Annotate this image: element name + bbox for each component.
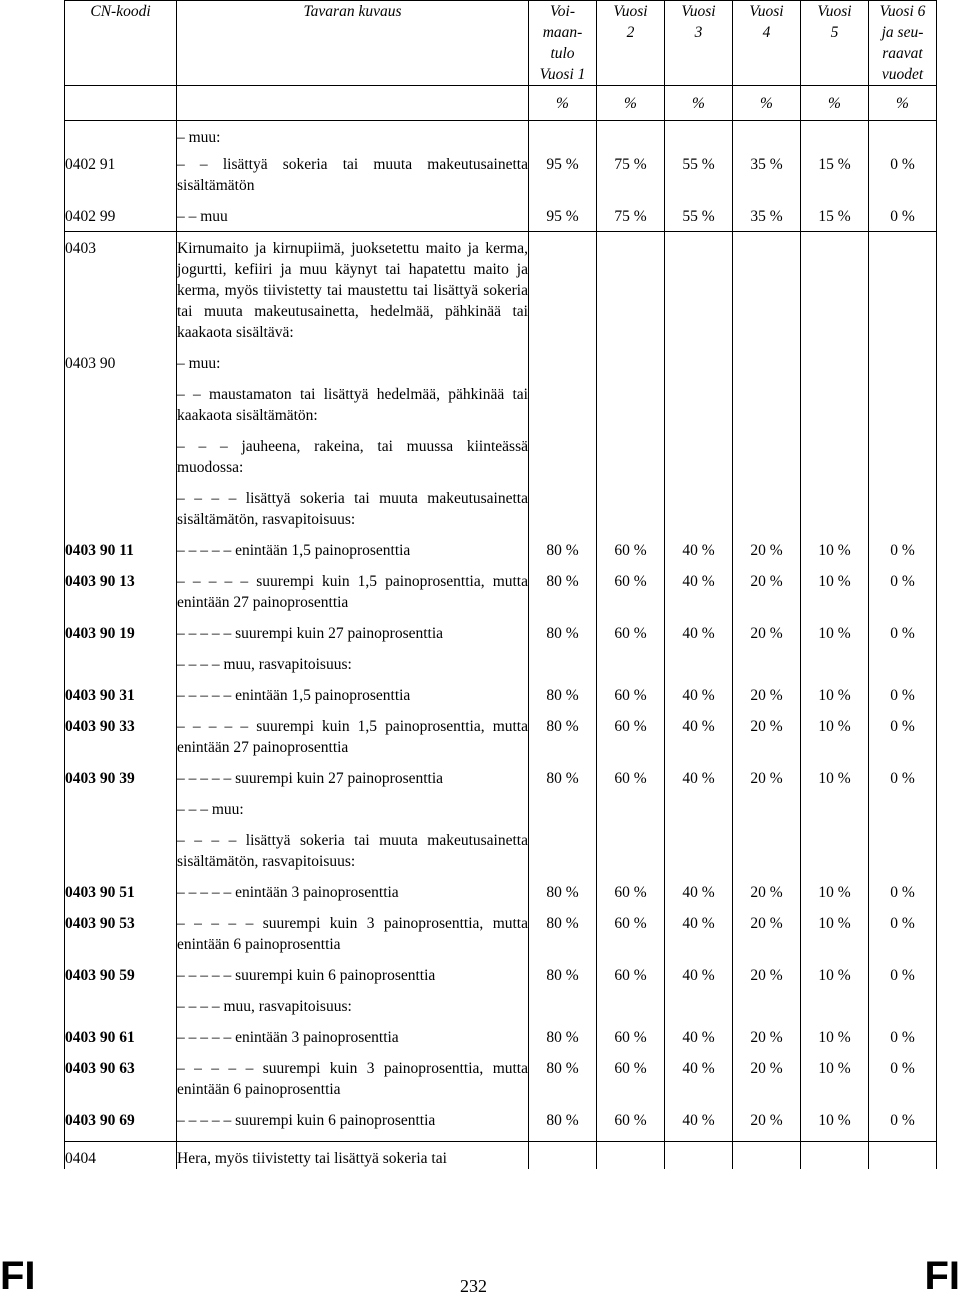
rate-year4-cell bbox=[733, 374, 801, 426]
cn-code-cell: 0402 99 bbox=[65, 200, 177, 232]
unit-cell: % bbox=[665, 86, 733, 121]
rate-year4-cell bbox=[733, 426, 801, 478]
header-year4: Vuosi 4 bbox=[733, 1, 801, 86]
header-year1: Voi-maan-tulo Vuosi 1 bbox=[529, 1, 597, 86]
rate-year6-cell: 0 % bbox=[869, 1048, 937, 1100]
unit-cell: % bbox=[529, 86, 597, 121]
rate-year1-cell bbox=[529, 644, 597, 675]
rate-year3-cell bbox=[665, 478, 733, 530]
rate-year6-cell: 0 % bbox=[869, 148, 937, 200]
rate-year6-cell bbox=[869, 121, 937, 149]
description-cell: Hera, myös tiivistetty tai lisättyä sokeria tai bbox=[177, 1142, 529, 1170]
rate-year6-cell bbox=[869, 820, 937, 872]
rate-year4-cell: 20 % bbox=[733, 613, 801, 644]
description-cell: – – maustamaton tai lisättyä hedelmää, pähkinää tai kaakaota sisältämätön: bbox=[177, 374, 529, 426]
rate-year4-cell: 20 % bbox=[733, 530, 801, 561]
rate-year3-cell: 40 % bbox=[665, 955, 733, 986]
rate-year6-cell bbox=[869, 986, 937, 1017]
rate-year1-cell bbox=[529, 121, 597, 149]
table-row bbox=[65, 232, 937, 344]
description-cell: – – – – – suurempi kuin 6 painoprosenttia bbox=[177, 955, 529, 986]
rate-year4-cell: 35 % bbox=[733, 148, 801, 200]
cn-code-cell: 0403 90 53 bbox=[65, 903, 177, 955]
rate-year4-cell bbox=[733, 644, 801, 675]
rate-year2-cell: 60 % bbox=[597, 1017, 665, 1048]
rate-year3-cell bbox=[665, 232, 733, 344]
language-mark-left: FI bbox=[0, 1254, 36, 1298]
rate-year2-cell: 60 % bbox=[597, 706, 665, 758]
rate-year5-cell bbox=[801, 374, 869, 426]
table-row bbox=[65, 1100, 937, 1142]
rate-year3-cell: 40 % bbox=[665, 1100, 733, 1142]
rate-year6-cell: 0 % bbox=[869, 758, 937, 789]
rate-year1-cell: 80 % bbox=[529, 872, 597, 903]
rate-year1-cell bbox=[529, 232, 597, 344]
unit-row bbox=[65, 86, 937, 121]
table-row bbox=[65, 986, 937, 1017]
rate-year5-cell: 10 % bbox=[801, 706, 869, 758]
rate-year5-cell bbox=[801, 644, 869, 675]
rate-year3-cell: 40 % bbox=[665, 758, 733, 789]
rate-year1-cell bbox=[529, 374, 597, 426]
rate-year2-cell: 60 % bbox=[597, 758, 665, 789]
rate-year2-cell: 60 % bbox=[597, 561, 665, 613]
rate-year5-cell: 10 % bbox=[801, 758, 869, 789]
rate-year3-cell: 40 % bbox=[665, 872, 733, 903]
header-year3: Vuosi 3 bbox=[665, 1, 733, 86]
cn-code-cell bbox=[65, 820, 177, 872]
rate-year5-cell: 10 % bbox=[801, 903, 869, 955]
rate-year1-cell: 95 % bbox=[529, 148, 597, 200]
description-cell: – – – – lisättyä sokeria tai muuta makeutusainetta sisältämätön, rasvapitoisuus: bbox=[177, 478, 529, 530]
description-cell: – – – – – enintään 1,5 painoprosenttia bbox=[177, 675, 529, 706]
rate-year2-cell bbox=[597, 343, 665, 374]
rate-year4-cell bbox=[733, 343, 801, 374]
rate-year4-cell: 20 % bbox=[733, 561, 801, 613]
rate-year6-cell: 0 % bbox=[869, 200, 937, 232]
table-row bbox=[65, 903, 937, 955]
table-row bbox=[65, 644, 937, 675]
description-cell: – – – – muu, rasvapitoisuus: bbox=[177, 986, 529, 1017]
table-row bbox=[65, 561, 937, 613]
cn-code-cell: 0403 bbox=[65, 232, 177, 344]
unit-cell: % bbox=[869, 86, 937, 121]
rate-year4-cell: 20 % bbox=[733, 1100, 801, 1142]
rate-year5-cell bbox=[801, 343, 869, 374]
description-cell: – – – jauheena, rakeina, tai muussa kiinteässä muodossa: bbox=[177, 426, 529, 478]
rate-year1-cell bbox=[529, 820, 597, 872]
rate-year5-cell bbox=[801, 1142, 869, 1170]
rate-year1-cell: 80 % bbox=[529, 675, 597, 706]
rate-year4-cell bbox=[733, 789, 801, 820]
header-row bbox=[65, 1, 937, 86]
unit-cell-empty bbox=[65, 86, 177, 121]
page-number: 232 bbox=[460, 1276, 487, 1296]
rate-year5-cell: 10 % bbox=[801, 530, 869, 561]
description-cell: – – – – – suurempi kuin 1,5 painoprosenttia, mutta enintään 27 painoprosenttia bbox=[177, 561, 529, 613]
description-cell: – – – – – enintään 3 painoprosenttia bbox=[177, 1017, 529, 1048]
cn-code-cell bbox=[65, 121, 177, 149]
cn-code-cell bbox=[65, 986, 177, 1017]
rate-year5-cell: 15 % bbox=[801, 200, 869, 232]
rate-year5-cell: 10 % bbox=[801, 1100, 869, 1142]
rate-year1-cell bbox=[529, 986, 597, 1017]
unit-cell: % bbox=[733, 86, 801, 121]
rate-year6-cell: 0 % bbox=[869, 561, 937, 613]
rate-year1-cell bbox=[529, 789, 597, 820]
cn-code-cell: 0403 90 33 bbox=[65, 706, 177, 758]
rate-year4-cell bbox=[733, 478, 801, 530]
table-row bbox=[65, 675, 937, 706]
table-row bbox=[65, 200, 937, 232]
rate-year4-cell: 20 % bbox=[733, 1017, 801, 1048]
cn-code-cell: 0402 91 bbox=[65, 148, 177, 200]
cn-code-cell: 0403 90 39 bbox=[65, 758, 177, 789]
rate-year3-cell bbox=[665, 426, 733, 478]
rate-year3-cell: 40 % bbox=[665, 1048, 733, 1100]
rate-year6-cell: 0 % bbox=[869, 872, 937, 903]
rate-year2-cell: 60 % bbox=[597, 872, 665, 903]
rate-year2-cell bbox=[597, 789, 665, 820]
rate-year4-cell: 20 % bbox=[733, 758, 801, 789]
rate-year3-cell: 40 % bbox=[665, 530, 733, 561]
rate-year5-cell bbox=[801, 789, 869, 820]
description-cell: – – – – muu, rasvapitoisuus: bbox=[177, 644, 529, 675]
rate-year1-cell: 80 % bbox=[529, 758, 597, 789]
rate-year5-cell: 10 % bbox=[801, 955, 869, 986]
rate-year2-cell: 60 % bbox=[597, 675, 665, 706]
rate-year6-cell: 0 % bbox=[869, 903, 937, 955]
rate-year5-cell bbox=[801, 121, 869, 149]
description-cell: – muu: bbox=[177, 343, 529, 374]
rate-year6-cell bbox=[869, 1142, 937, 1170]
rate-year2-cell: 60 % bbox=[597, 530, 665, 561]
rate-year6-cell: 0 % bbox=[869, 675, 937, 706]
description-cell: – muu: bbox=[177, 121, 529, 149]
rate-year3-cell: 40 % bbox=[665, 903, 733, 955]
rate-year6-cell bbox=[869, 374, 937, 426]
rate-year4-cell bbox=[733, 1142, 801, 1170]
rate-year1-cell: 80 % bbox=[529, 1017, 597, 1048]
rate-year3-cell bbox=[665, 343, 733, 374]
cn-code-cell bbox=[65, 644, 177, 675]
rate-year2-cell: 60 % bbox=[597, 903, 665, 955]
cn-code-cell: 0403 90 63 bbox=[65, 1048, 177, 1100]
cn-code-cell bbox=[65, 426, 177, 478]
table-row bbox=[65, 613, 937, 644]
rate-year3-cell: 40 % bbox=[665, 561, 733, 613]
rate-year2-cell: 60 % bbox=[597, 1048, 665, 1100]
rate-year5-cell: 10 % bbox=[801, 872, 869, 903]
description-cell: – – – – – suurempi kuin 27 painoprosenttia bbox=[177, 758, 529, 789]
rate-year1-cell bbox=[529, 343, 597, 374]
rate-year1-cell: 95 % bbox=[529, 200, 597, 232]
table-row bbox=[65, 820, 937, 872]
rate-year4-cell: 20 % bbox=[733, 1048, 801, 1100]
rate-year2-cell bbox=[597, 478, 665, 530]
rate-year3-cell: 40 % bbox=[665, 675, 733, 706]
cn-code-cell: 0403 90 61 bbox=[65, 1017, 177, 1048]
table-row bbox=[65, 374, 937, 426]
unit-cell: % bbox=[597, 86, 665, 121]
cn-code-cell: 0403 90 69 bbox=[65, 1100, 177, 1142]
rate-year4-cell: 35 % bbox=[733, 200, 801, 232]
rate-year6-cell bbox=[869, 478, 937, 530]
rate-year3-cell bbox=[665, 374, 733, 426]
description-cell: – – – – – suurempi kuin 3 painoprosenttia, mutta enintään 6 painoprosenttia bbox=[177, 903, 529, 955]
rate-year1-cell: 80 % bbox=[529, 706, 597, 758]
rate-year5-cell: 10 % bbox=[801, 675, 869, 706]
description-cell: – – – – – suurempi kuin 27 painoprosenttia bbox=[177, 613, 529, 644]
rate-year5-cell bbox=[801, 426, 869, 478]
rate-year1-cell: 80 % bbox=[529, 903, 597, 955]
rate-year4-cell: 20 % bbox=[733, 706, 801, 758]
table-row bbox=[65, 758, 937, 789]
cn-code-cell bbox=[65, 478, 177, 530]
rate-year2-cell bbox=[597, 426, 665, 478]
rate-year3-cell bbox=[665, 121, 733, 149]
cn-code-cell: 0403 90 51 bbox=[65, 872, 177, 903]
cn-code-cell: 0403 90 11 bbox=[65, 530, 177, 561]
rate-year4-cell bbox=[733, 820, 801, 872]
rate-year2-cell bbox=[597, 232, 665, 344]
rate-year3-cell: 55 % bbox=[665, 200, 733, 232]
rate-year4-cell: 20 % bbox=[733, 955, 801, 986]
unit-cell: % bbox=[801, 86, 869, 121]
rate-year1-cell bbox=[529, 478, 597, 530]
rate-year5-cell bbox=[801, 986, 869, 1017]
cn-code-cell bbox=[65, 789, 177, 820]
rate-year4-cell bbox=[733, 121, 801, 149]
description-cell: – – – – lisättyä sokeria tai muuta makeutusainetta sisältämätön, rasvapitoisuus: bbox=[177, 820, 529, 872]
table-row bbox=[65, 148, 937, 200]
rate-year3-cell bbox=[665, 820, 733, 872]
rate-year1-cell: 80 % bbox=[529, 955, 597, 986]
rate-year2-cell bbox=[597, 1142, 665, 1170]
header-year5: Vuosi 5 bbox=[801, 1, 869, 86]
table-row bbox=[65, 789, 937, 820]
rate-year2-cell: 60 % bbox=[597, 1100, 665, 1142]
rate-year5-cell bbox=[801, 820, 869, 872]
rate-year3-cell bbox=[665, 644, 733, 675]
rate-year2-cell: 60 % bbox=[597, 613, 665, 644]
rate-year5-cell: 10 % bbox=[801, 561, 869, 613]
description-cell: – – – muu: bbox=[177, 789, 529, 820]
unit-cell-empty bbox=[177, 86, 529, 121]
header-cn-code: CN-koodi bbox=[65, 1, 177, 86]
rate-year6-cell: 0 % bbox=[869, 955, 937, 986]
table-row bbox=[65, 706, 937, 758]
rate-year2-cell bbox=[597, 644, 665, 675]
description-cell: – – lisättyä sokeria tai muuta makeutusainetta sisältämätön bbox=[177, 148, 529, 200]
table-row bbox=[65, 955, 937, 986]
rate-year1-cell bbox=[529, 1142, 597, 1170]
rate-year6-cell: 0 % bbox=[869, 1100, 937, 1142]
table-row bbox=[65, 1048, 937, 1100]
language-mark-right: FI bbox=[924, 1254, 960, 1298]
rate-year6-cell bbox=[869, 232, 937, 344]
header-year2: Vuosi 2 bbox=[597, 1, 665, 86]
rate-year1-cell: 80 % bbox=[529, 613, 597, 644]
header-year6: Vuosi 6 ja seu-raavat vuodet bbox=[869, 1, 937, 86]
rate-year3-cell: 40 % bbox=[665, 1017, 733, 1048]
rate-year4-cell: 20 % bbox=[733, 872, 801, 903]
rate-year3-cell bbox=[665, 789, 733, 820]
description-cell: – – – – – enintään 3 painoprosenttia bbox=[177, 872, 529, 903]
cn-code-cell: 0403 90 31 bbox=[65, 675, 177, 706]
cn-code-cell: 0404 bbox=[65, 1142, 177, 1170]
description-cell: – – – – – suurempi kuin 3 painoprosenttia, mutta enintään 6 painoprosenttia bbox=[177, 1048, 529, 1100]
table-row bbox=[65, 1142, 937, 1170]
rate-year6-cell: 0 % bbox=[869, 1017, 937, 1048]
rate-year6-cell bbox=[869, 343, 937, 374]
rate-year3-cell: 55 % bbox=[665, 148, 733, 200]
rate-year1-cell: 80 % bbox=[529, 1100, 597, 1142]
rate-year4-cell bbox=[733, 986, 801, 1017]
cn-code-cell: 0403 90 13 bbox=[65, 561, 177, 613]
rate-year5-cell: 10 % bbox=[801, 613, 869, 644]
rate-year6-cell bbox=[869, 789, 937, 820]
cn-code-cell: 0403 90 bbox=[65, 343, 177, 374]
header-description: Tavaran kuvaus bbox=[177, 1, 529, 86]
rate-year2-cell bbox=[597, 121, 665, 149]
rate-year5-cell: 10 % bbox=[801, 1048, 869, 1100]
cn-code-cell bbox=[65, 374, 177, 426]
rate-year3-cell: 40 % bbox=[665, 706, 733, 758]
description-cell: Kirnumaito ja kirnupiimä, juoksetettu maito ja kerma, jogurtti, kefiiri ja muu käynyt tai hapatettu maito ja kerma, myös tiivistetty tai maustettu tai lisättyä sokeria tai muuta makeutusainetta, hedelmää, pähkinää tai kaakaota sisältävä: bbox=[177, 232, 529, 344]
rate-year1-cell: 80 % bbox=[529, 530, 597, 561]
rate-year6-cell: 0 % bbox=[869, 613, 937, 644]
rate-year6-cell: 0 % bbox=[869, 530, 937, 561]
description-cell: – – – – – enintään 1,5 painoprosenttia bbox=[177, 530, 529, 561]
table-row bbox=[65, 121, 937, 149]
rate-year4-cell: 20 % bbox=[733, 903, 801, 955]
rate-year2-cell: 60 % bbox=[597, 955, 665, 986]
table-row bbox=[65, 872, 937, 903]
cn-code-cell: 0403 90 19 bbox=[65, 613, 177, 644]
rate-year4-cell: 20 % bbox=[733, 675, 801, 706]
table-row bbox=[65, 1017, 937, 1048]
rate-year6-cell: 0 % bbox=[869, 706, 937, 758]
tariff-table-container bbox=[64, 0, 936, 1222]
rate-year3-cell: 40 % bbox=[665, 613, 733, 644]
tariff-schedule-table bbox=[64, 0, 937, 1169]
rate-year5-cell bbox=[801, 478, 869, 530]
rate-year2-cell bbox=[597, 374, 665, 426]
tariff-rows bbox=[65, 121, 937, 1170]
description-cell: – – – – – suurempi kuin 1,5 painoprosenttia, mutta enintään 27 painoprosenttia bbox=[177, 706, 529, 758]
page-footer bbox=[0, 1254, 960, 1298]
rate-year2-cell: 75 % bbox=[597, 200, 665, 232]
rate-year3-cell bbox=[665, 1142, 733, 1170]
rate-year5-cell: 15 % bbox=[801, 148, 869, 200]
rate-year4-cell bbox=[733, 232, 801, 344]
table-row bbox=[65, 426, 937, 478]
rate-year2-cell bbox=[597, 986, 665, 1017]
rate-year2-cell bbox=[597, 820, 665, 872]
rate-year2-cell: 75 % bbox=[597, 148, 665, 200]
description-cell: – – – – – suurempi kuin 6 painoprosenttia bbox=[177, 1100, 529, 1142]
rate-year5-cell: 10 % bbox=[801, 1017, 869, 1048]
rate-year5-cell bbox=[801, 232, 869, 344]
table-row bbox=[65, 343, 937, 374]
description-cell: – – muu bbox=[177, 200, 529, 232]
rate-year1-cell: 80 % bbox=[529, 561, 597, 613]
cn-code-cell: 0403 90 59 bbox=[65, 955, 177, 986]
rate-year1-cell bbox=[529, 426, 597, 478]
rate-year1-cell: 80 % bbox=[529, 1048, 597, 1100]
table-row bbox=[65, 478, 937, 530]
rate-year6-cell bbox=[869, 644, 937, 675]
table-row bbox=[65, 530, 937, 561]
rate-year6-cell bbox=[869, 426, 937, 478]
rate-year3-cell bbox=[665, 986, 733, 1017]
